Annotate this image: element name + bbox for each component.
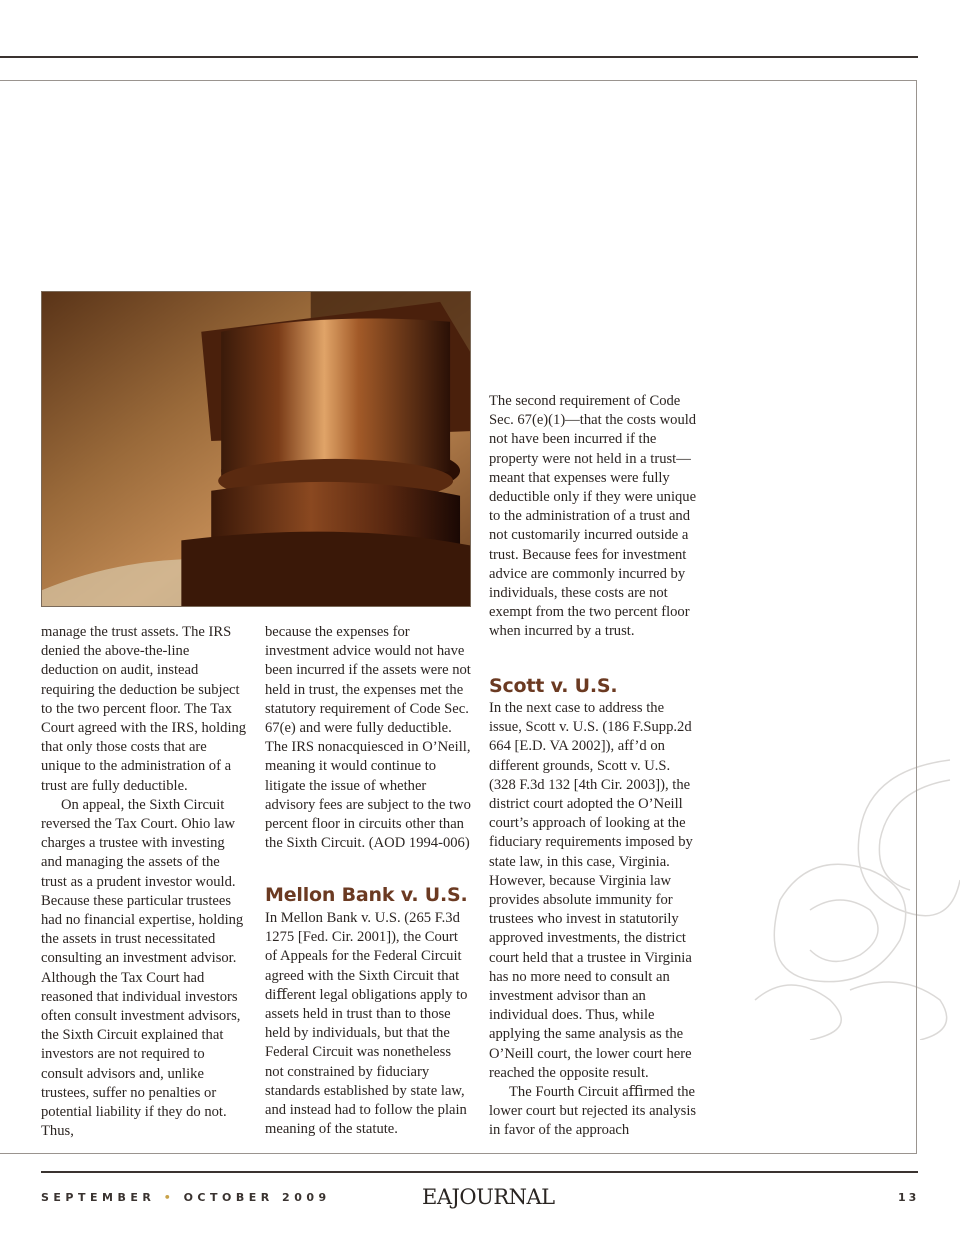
section-heading-scott: Scott v. U.S. bbox=[489, 675, 618, 697]
gavel-photo bbox=[41, 291, 471, 607]
separator-dot: • bbox=[163, 1191, 176, 1204]
page-number: 13 bbox=[898, 1191, 920, 1204]
bottom-rule bbox=[41, 1171, 918, 1173]
issue-date bbox=[41, 1191, 331, 1204]
section-heading-mellon: Mellon Bank v. U.S. bbox=[265, 884, 468, 906]
issue-month-1: SEPTEMBER bbox=[41, 1191, 156, 1204]
decorative-ornament bbox=[750, 740, 960, 1040]
paragraph: The second requirement of Code Sec. 67(e)(1)—that the costs would not have been incurred if the property were not held in a trust—meant that expenses were fully deductible only if they were unique to the administration of a trust and not customarily incurred outside a trust. Because fees for investment advice are commonly incurred by individuals, these costs are not exempt from the two percent floor when incurred by a trust. bbox=[489, 393, 697, 640]
paragraph: In the next case to address the issue, Scott v. U.S. (186 F.Supp.2d 664 [E.D. VA 2002]), aff’d on different grounds, Scott v. U.S. (328 F.3d 132 [4th Cir. 2003]), the district court adopted the O’Neill court’s approach of looking at the fiduciary requirements imposed by state law, in this case, Virginia. However, because Virginia law provides absolute immunity for trustees who invest in statutorily approved investments, the district court held that a trustee in Virginia has no more need to consult an investment advisor than an individual does. Thus, while applying the same analysis as the O’Neill court, the lower court here reached the opposite result. bbox=[489, 700, 693, 1081]
paragraph: because the expenses for investment advice would not have been incurred if the assets were not held in trust, the expenses met the statutory requirement of Code Sec. 67(e) and were fully deductible. The IRS nonacquiesced in O’Neill, meaning it would continue to litigate the issue of whether advisory fees are subject to the two percent floor in circuits other than the Sixth Circuit. (AOD 1994-006) bbox=[265, 624, 471, 852]
column-3-top bbox=[489, 392, 697, 642]
column-2-top bbox=[265, 623, 473, 853]
paragraph: The Fourth Circuit aﬃrmed the lower court but rejected its analysis in favor of the approach bbox=[489, 1084, 697, 1139]
journal-logo: EAJOURNAL bbox=[422, 1185, 555, 1209]
top-rule bbox=[0, 56, 918, 58]
issue-month-2: OCTOBER 2009 bbox=[183, 1191, 331, 1204]
column-1 bbox=[41, 623, 249, 1141]
paragraph: manage the trust assets. The IRS denied the above-the-line deduction on audit, instead requiring the deduction be subject to the two percent floor. The Tax Court agreed with the IRS, holding that only those costs that are unique to the administration of a trust are fully deductible. bbox=[41, 624, 247, 794]
paragraph: In Mellon Bank v. U.S. (265 F.3d 1275 [Fed. Cir. 2001]), the Court of Appeals for the Federal Circuit agreed with the Sixth Circuit that diﬀerent legal obligations apply to assets held in trust than to those held by individuals, but that the Federal Circuit was nonetheless not constrained by fiduciary standards established by state law, and instead had to follow the plain meaning of the statute. bbox=[265, 910, 468, 1138]
paragraph: On appeal, the Sixth Circuit reversed the Tax Court. Ohio law charges a trustee with investing and managing the assets of the trust as a prudent investor would. Because these particular trustees had no financial expertise, holding the assets in trust necessitated consulting an investment advisor. Although the Tax Court had reasoned that individual investors often consult investment advisors, the Sixth Circuit explained that investors are not required to consult advisors and, unlike trustees, suffer no penalties or potential liability if they do not. Thus, bbox=[41, 796, 244, 1140]
column-2-bottom bbox=[265, 909, 473, 1139]
column-3-bottom bbox=[489, 699, 697, 1141]
